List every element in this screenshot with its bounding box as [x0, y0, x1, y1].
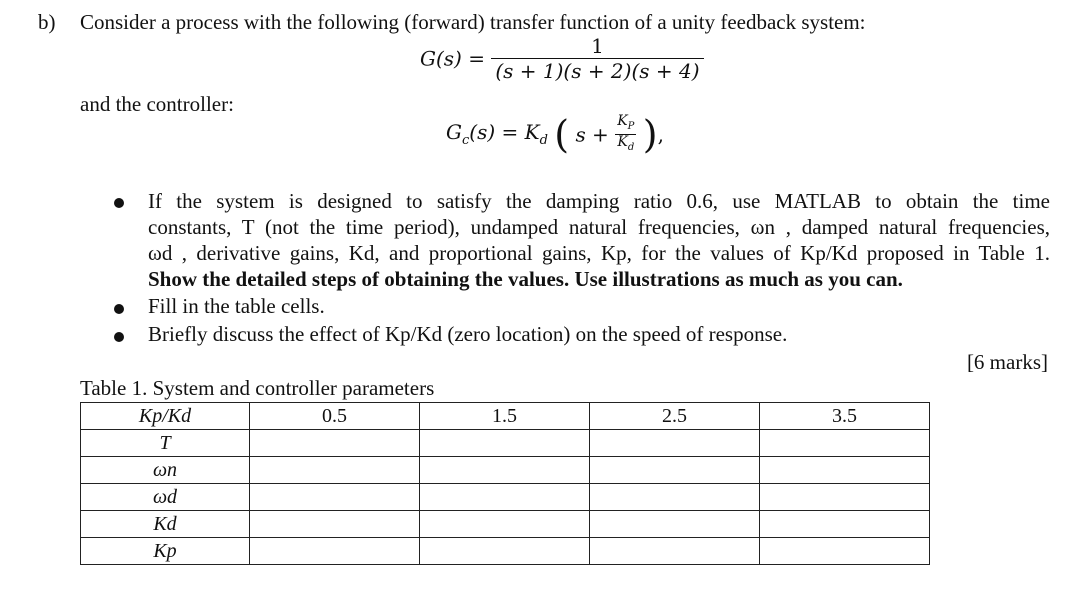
table-cell[interactable] [250, 430, 420, 457]
table-header-label: Kp/Kd [81, 403, 250, 430]
table-cell[interactable] [760, 538, 930, 565]
question-label: b) [38, 10, 56, 34]
table-cell[interactable] [760, 511, 930, 538]
table-column-header: 0.5 [250, 403, 420, 430]
table-row-label: ωd [81, 484, 250, 511]
table-row [81, 457, 930, 484]
parameters-table [80, 402, 930, 565]
bullet-1-line-3: ωd , derivative gains, Kd, and proportional gains, Kp, for the values of Kp/Kd proposed in Table 1. [148, 241, 1050, 265]
table-cell[interactable] [420, 457, 590, 484]
bullet-dot [114, 332, 124, 342]
table-column-header: 2.5 [590, 403, 760, 430]
table-caption: Table 1. System and controller parameters [80, 376, 435, 400]
bullet-1-line-1: If the system is designed to satisfy the damping ratio 0.6, use MATLAB to obtain the time [148, 189, 1050, 213]
bullet-1-line-2: constants, T (not the time period), undamped natural frequencies, ωn , damped natural frequencies, [148, 215, 1050, 239]
table-row [81, 538, 930, 565]
question-intro: Consider a process with the following (forward) transfer function of a unity feedback system: [80, 10, 866, 34]
table-cell[interactable] [420, 538, 590, 565]
controller-gain-sub: d [539, 133, 548, 149]
table-row-label: ωn [81, 457, 250, 484]
controller-frac-den: K [617, 133, 628, 150]
table-cell[interactable] [760, 457, 930, 484]
table-row [81, 484, 930, 511]
controller-equation [446, 114, 664, 155]
plant-denominator: (s + 1)(s + 2)(s + 4) [491, 58, 703, 83]
table-cell[interactable] [590, 430, 760, 457]
table-cell[interactable] [420, 511, 590, 538]
table-cell[interactable] [250, 538, 420, 565]
controller-intro: and the controller: [80, 92, 234, 116]
table-cell[interactable] [590, 484, 760, 511]
controller-paren-open: ( [554, 112, 570, 157]
table-cell[interactable] [250, 484, 420, 511]
controller-frac-den-sub: d [627, 141, 635, 153]
table-row-label: Kp [81, 538, 250, 565]
controller-paren-close: ) [642, 112, 658, 157]
bullet-1-text [148, 188, 1050, 292]
table-column-header: 1.5 [420, 403, 590, 430]
table-cell[interactable] [250, 457, 420, 484]
table-cell[interactable] [590, 457, 760, 484]
controller-s-plus: s + [575, 122, 609, 147]
table-row [81, 511, 930, 538]
bullet-dot [114, 304, 124, 314]
plant-fraction [491, 34, 703, 83]
controller-frac-num-sub: P [627, 120, 635, 132]
plant-equation [420, 34, 704, 83]
table-cell[interactable] [420, 430, 590, 457]
controller-trailing: , [657, 122, 664, 147]
table-cell[interactable] [760, 430, 930, 457]
controller-lhs-rest: (s) = K [469, 120, 540, 145]
table-row [81, 430, 930, 457]
bullet-3-text: Briefly discuss the effect of Kp/Kd (zero location) on the speed of response. [148, 322, 788, 346]
controller-lhs-sub: c [461, 133, 470, 149]
controller-fraction [615, 114, 636, 155]
controller-frac-num: K [617, 113, 628, 129]
plant-lhs: G(s) = [420, 46, 485, 71]
plant-numerator: 1 [591, 34, 604, 58]
bullet-2-text: Fill in the table cells. [148, 294, 325, 318]
table-row-label: Kd [81, 511, 250, 538]
table-column-header: 3.5 [760, 403, 930, 430]
controller-lhs: G [446, 120, 462, 145]
bullet-dot [114, 198, 124, 208]
table-row-label: T [81, 430, 250, 457]
table-cell[interactable] [420, 484, 590, 511]
table-cell[interactable] [590, 511, 760, 538]
bullet-1-bold-line: Show the detailed steps of obtaining the values. Use illustrations as much as you can. [148, 267, 903, 291]
marks-label: [6 marks] [966, 350, 1048, 374]
table-cell[interactable] [590, 538, 760, 565]
table-cell[interactable] [250, 511, 420, 538]
table-cell[interactable] [760, 484, 930, 511]
table-header-row [81, 403, 930, 430]
